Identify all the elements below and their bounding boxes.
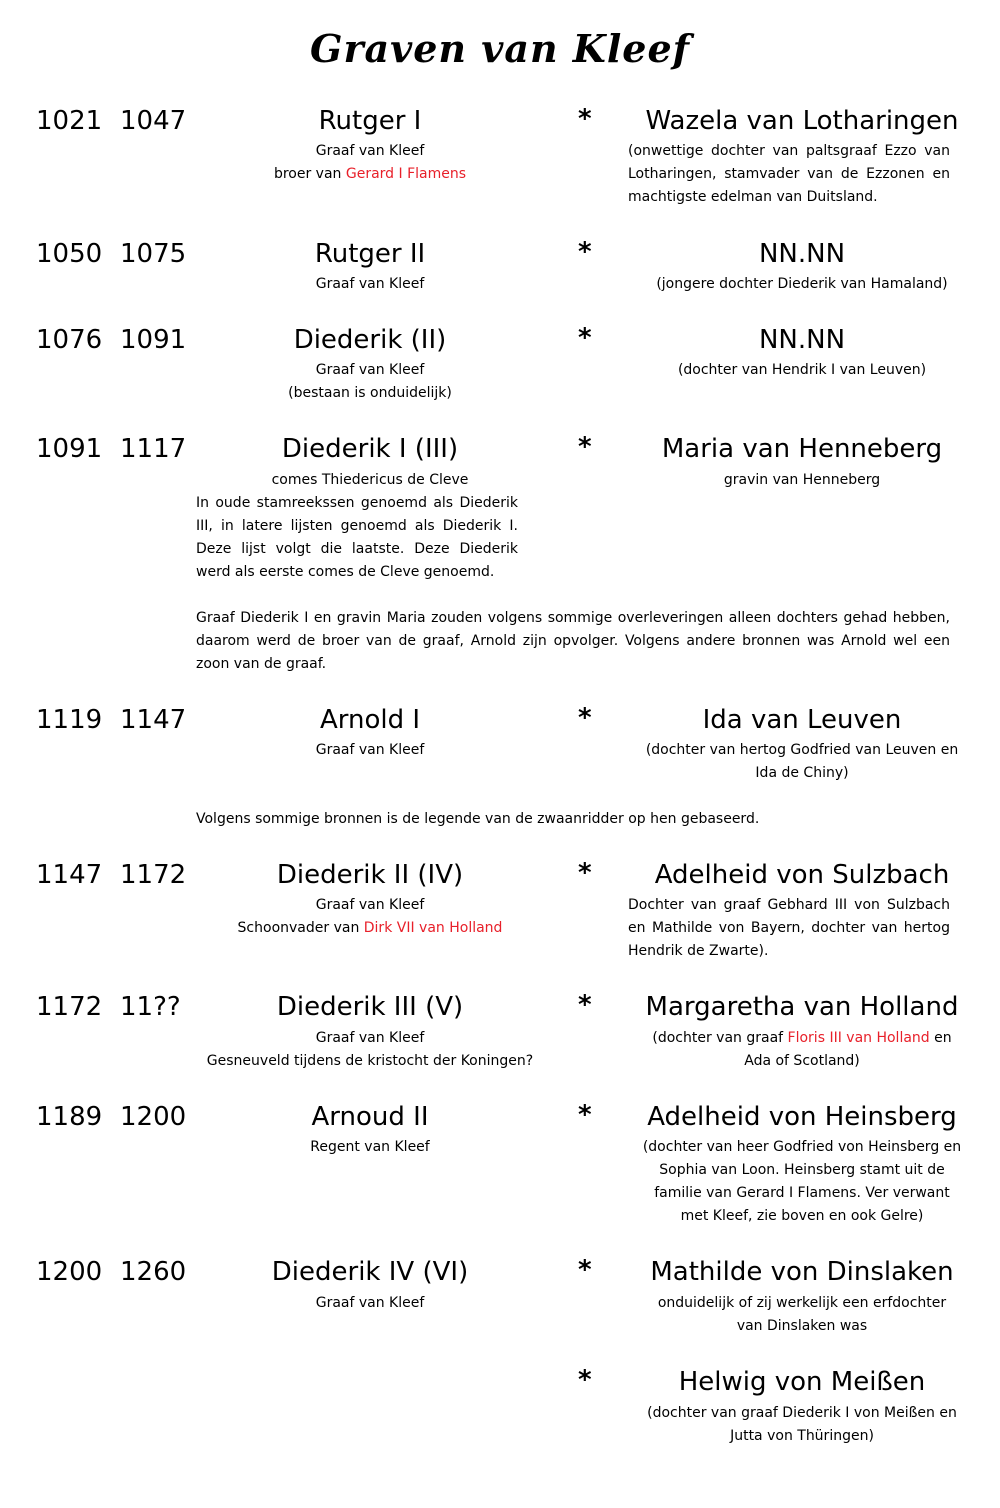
start-year: 1119 bbox=[36, 705, 103, 735]
count-note: Gesneuveld tijdens de kristocht der Koningen? bbox=[206, 1053, 534, 1069]
spouse-note-line: (onwettige dochter van paltsgraaf Ezzo van bbox=[628, 143, 950, 159]
count-title: Graaf van Kleef bbox=[315, 276, 425, 292]
marriage-star: * bbox=[578, 1100, 592, 1130]
start-year: 1172 bbox=[36, 992, 103, 1022]
count-name: Rutger II bbox=[314, 239, 426, 269]
count-title: Regent van Kleef bbox=[310, 1139, 430, 1155]
gerard-flamens-link[interactable]: Gerard I Flamens bbox=[345, 166, 467, 182]
marriage-star: * bbox=[578, 1255, 592, 1285]
count-title: Graaf van Kleef bbox=[315, 897, 425, 913]
spouse-note-line: Dochter van graaf Gebhard III von Sulzbach bbox=[628, 897, 950, 913]
spouse-name: NN.NN bbox=[758, 239, 846, 269]
dirk-vii-link[interactable]: Dirk VII van Holland bbox=[363, 920, 503, 936]
count-title: Graaf van Kleef bbox=[315, 143, 425, 159]
marriage-star: * bbox=[578, 1365, 592, 1395]
spouse-name: Maria van Henneberg bbox=[661, 434, 943, 464]
spouse-note-line: Ida de Chiny) bbox=[755, 765, 849, 781]
start-year: 1021 bbox=[36, 106, 103, 136]
count-description-line: III, in latere lijsten genoemd als Diederik I. bbox=[196, 518, 518, 534]
succession-note-line: Graaf Diederik I en gravin Maria zouden volgens sommige overleveringen alleen dochters gehad hebben, bbox=[196, 610, 950, 626]
count-title: comes Thiedericus de Cleve bbox=[271, 472, 469, 488]
count-relation: broer van Gerard I Flamens bbox=[273, 166, 467, 182]
start-year: 1147 bbox=[36, 860, 103, 890]
spouse-note-line: (dochter van graaf Diederik I von Meißen en bbox=[647, 1405, 957, 1421]
spouse-note-line: (dochter van graaf Floris III van Holland en bbox=[652, 1030, 952, 1046]
start-year: 1076 bbox=[36, 325, 103, 355]
marriage-star: * bbox=[578, 432, 592, 462]
end-year: 1172 bbox=[120, 860, 187, 890]
spouse-note-line: onduidelijk of zij werkelijk een erfdochter bbox=[657, 1295, 947, 1311]
spouse-name: NN.NN bbox=[758, 325, 846, 355]
succession-note-line: daarom werd de broer van de graaf, Arnold zijn opvolger. Volgens andere bronnen was Arnold wel een bbox=[196, 633, 950, 649]
count-name: Rutger I bbox=[318, 106, 422, 136]
count-note: (bestaan is onduidelijk) bbox=[288, 385, 452, 401]
count-name: Diederik II (IV) bbox=[276, 860, 464, 890]
count-relation: Schoonvader van Dirk VII van Holland bbox=[237, 920, 503, 936]
marriage-star: * bbox=[578, 990, 592, 1020]
spouse-name: Mathilde von Dinslaken bbox=[650, 1257, 954, 1287]
spouse-name: Adelheid von Heinsberg bbox=[647, 1102, 957, 1132]
start-year: 1189 bbox=[36, 1102, 103, 1132]
marriage-star: * bbox=[578, 703, 592, 733]
marriage-star: * bbox=[578, 237, 592, 267]
spouse-name: Helwig von Meißen bbox=[678, 1367, 926, 1397]
marriage-star: * bbox=[578, 323, 592, 353]
spouse-note-line: met Kleef, zie boven en ook Gelre) bbox=[680, 1208, 924, 1224]
spouse-note-line: machtigste edelman van Duitsland. bbox=[628, 189, 878, 205]
spouse-note-line: (dochter van heer Godfried von Heinsberg en bbox=[642, 1139, 962, 1155]
count-name: Diederik III (V) bbox=[276, 992, 464, 1022]
start-year: 1050 bbox=[36, 239, 103, 269]
count-name: Diederik (II) bbox=[293, 325, 447, 355]
spouse-name: Adelheid von Sulzbach bbox=[654, 860, 950, 890]
spouse-note-line: (dochter van hertog Godfried van Leuven en bbox=[645, 742, 959, 758]
marriage-star: * bbox=[578, 104, 592, 134]
end-year: 1147 bbox=[120, 705, 187, 735]
spouse-note-line: Ada of Scotland) bbox=[744, 1053, 860, 1069]
spouse-name: Margaretha van Holland bbox=[645, 992, 959, 1022]
floris-iii-link[interactable]: Floris III van Holland bbox=[787, 1030, 930, 1046]
succession-note-line: zoon van de graaf. bbox=[196, 656, 327, 672]
count-name: Diederik I (III) bbox=[281, 434, 459, 464]
spouse-note-line: Jutta von Thüringen) bbox=[730, 1428, 874, 1444]
count-name: Diederik IV (VI) bbox=[271, 1257, 469, 1287]
end-year: 1260 bbox=[120, 1257, 187, 1287]
end-year: 1047 bbox=[120, 106, 187, 136]
spouse-name: Wazela van Lotharingen bbox=[645, 106, 959, 136]
count-title: Graaf van Kleef bbox=[315, 362, 425, 378]
count-title: Graaf van Kleef bbox=[315, 1030, 425, 1046]
spouse-note: (jongere dochter Diederik van Hamaland) bbox=[656, 276, 948, 292]
spouse-note-line: Lotharingen, stamvader van de Ezzonen en bbox=[628, 166, 950, 182]
count-description-line: werd als eerste comes de Cleve genoemd. bbox=[196, 564, 495, 580]
count-name: Arnoud II bbox=[311, 1102, 429, 1132]
start-year: 1200 bbox=[36, 1257, 103, 1287]
count-description-line: Deze lijst volgt die laatste. Deze Diederik bbox=[196, 541, 518, 557]
end-year: 1117 bbox=[120, 434, 187, 464]
end-year: 1091 bbox=[120, 325, 187, 355]
spouse-note-line: en Mathilde von Bayern, dochter van hertog bbox=[628, 920, 950, 936]
spouse-note: (dochter van Hendrik I van Leuven) bbox=[677, 362, 927, 378]
end-year: 1075 bbox=[120, 239, 187, 269]
marriage-star: * bbox=[578, 858, 592, 888]
page-title: Graven van Kleef bbox=[310, 26, 690, 71]
spouse-note-line: familie van Gerard I Flamens. Ver verwant bbox=[654, 1185, 950, 1201]
count-title: Graaf van Kleef bbox=[315, 742, 425, 758]
spouse-note-line: Sophia van Loon. Heinsberg stamt uit de bbox=[659, 1162, 945, 1178]
start-year: 1091 bbox=[36, 434, 103, 464]
count-title: Graaf van Kleef bbox=[315, 1295, 425, 1311]
end-year: 1200 bbox=[120, 1102, 187, 1132]
spouse-note-line: Hendrik de Zwarte). bbox=[628, 943, 769, 959]
count-name: Arnold I bbox=[319, 705, 421, 735]
legend-note: Volgens sommige bronnen is de legende van de zwaanridder op hen gebaseerd. bbox=[196, 811, 760, 827]
spouse-note-line: van Dinslaken was bbox=[736, 1318, 868, 1334]
count-description-line: In oude stamreekssen genoemd als Diederik bbox=[196, 495, 518, 511]
end-year: 11?? bbox=[120, 992, 181, 1022]
spouse-name: Ida van Leuven bbox=[702, 705, 902, 735]
spouse-note: gravin van Henneberg bbox=[723, 472, 881, 488]
